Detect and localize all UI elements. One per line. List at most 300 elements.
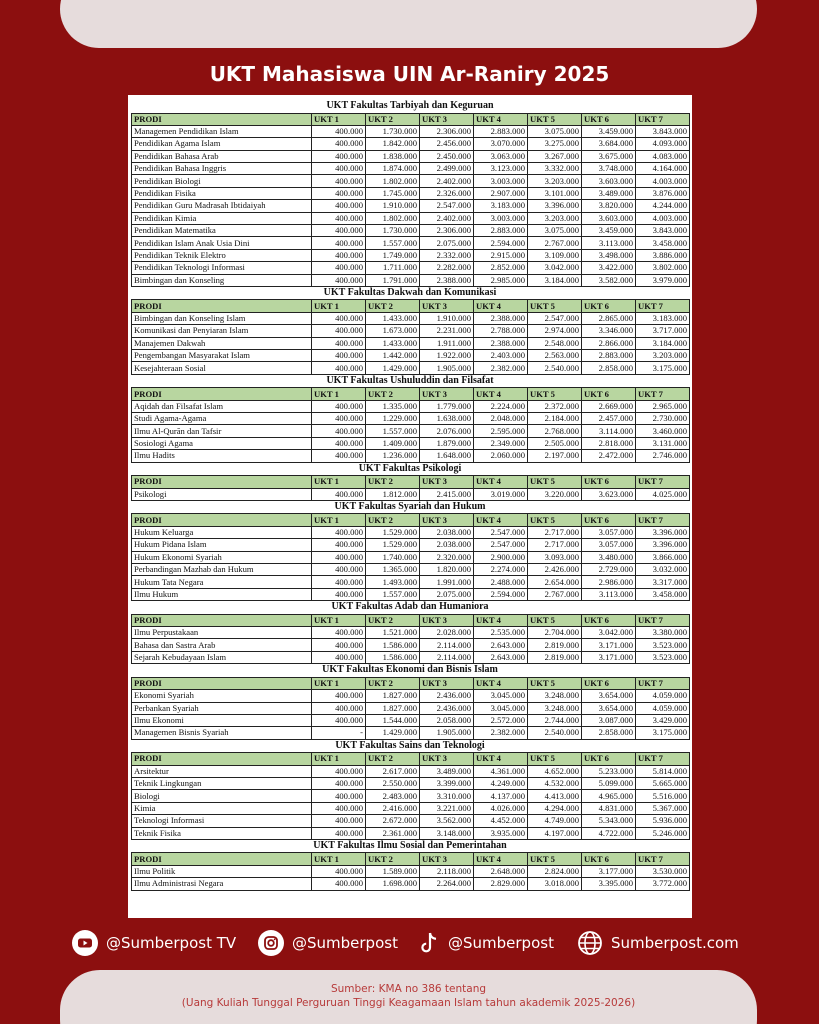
ukt-value-cell: 3.003.000	[474, 212, 528, 224]
ukt-value-cell: 4.197.000	[528, 827, 582, 839]
column-header: UKT 2	[366, 853, 420, 865]
column-header: PRODI	[132, 677, 312, 689]
table-row	[132, 150, 690, 162]
ukt-value-cell: 4.003.000	[636, 175, 690, 187]
ukt-value-cell: 5.343.000	[582, 815, 636, 827]
ukt-value-cell: 1.544.000	[366, 714, 420, 726]
ukt-value-cell: 2.865.000	[582, 312, 636, 324]
website-url: Sumberpost.com	[611, 934, 739, 952]
column-header: UKT 4	[474, 300, 528, 312]
ukt-value-cell: 5.099.000	[582, 777, 636, 789]
ukt-value-cell: 3.070.000	[474, 138, 528, 150]
ukt-value-cell: 3.876.000	[636, 187, 690, 199]
ukt-value-cell: 3.317.000	[636, 576, 690, 588]
ukt-table	[131, 614, 690, 665]
ukt-value-cell: 2.717.000	[528, 526, 582, 538]
ukt-value-cell: 400.000	[312, 337, 366, 349]
ukt-value-cell: 400.000	[312, 539, 366, 551]
ukt-value-cell: 400.000	[312, 765, 366, 777]
ukt-value-cell: 3.654.000	[582, 702, 636, 714]
ukt-value-cell: 2.643.000	[474, 651, 528, 663]
ukt-value-cell: 1.910.000	[420, 312, 474, 324]
ukt-value-cell: 5.367.000	[636, 802, 690, 814]
column-header: UKT 3	[420, 753, 474, 765]
table-row	[132, 802, 690, 814]
ukt-value-cell: 1.529.000	[366, 539, 420, 551]
ukt-value-cell: 2.197.000	[528, 450, 582, 462]
ukt-value-cell: 1.335.000	[366, 400, 420, 412]
ukt-value-cell: 2.403.000	[474, 350, 528, 362]
table-row	[132, 225, 690, 237]
ukt-value-cell: 1.749.000	[366, 249, 420, 261]
prodi-cell: Pendidikan Bahasa Arab	[132, 150, 312, 162]
column-header: UKT 6	[582, 113, 636, 125]
section-title: UKT Fakultas Syariah dan Hukum	[334, 500, 486, 512]
ukt-value-cell: 1.827.000	[366, 690, 420, 702]
ukt-value-cell: 1.838.000	[366, 150, 420, 162]
ukt-value-cell: 400.000	[312, 413, 366, 425]
website-link[interactable]	[577, 930, 739, 956]
prodi-cell: Kesejahteraan Sosial	[132, 362, 312, 374]
column-header: UKT 4	[474, 853, 528, 865]
table-header-row	[132, 300, 690, 312]
column-header: PRODI	[132, 753, 312, 765]
ukt-value-cell: 3.075.000	[528, 125, 582, 137]
prodi-cell: Managemen Pendidikan Islam	[132, 125, 312, 137]
ukt-value-cell: 2.915.000	[474, 249, 528, 261]
ukt-value-cell: 2.768.000	[528, 425, 582, 437]
ukt-value-cell: 2.985.000	[474, 274, 528, 286]
ukt-value-cell: 1.911.000	[420, 337, 474, 349]
ukt-value-cell: 1.910.000	[366, 200, 420, 212]
ukt-value-cell: 1.874.000	[366, 163, 420, 175]
footer-source	[60, 970, 757, 1024]
ukt-value-cell: 2.382.000	[474, 727, 528, 739]
prodi-cell: Arsitektur	[132, 765, 312, 777]
ukt-value-cell: 2.306.000	[420, 125, 474, 137]
column-header: UKT 1	[312, 476, 366, 488]
ukt-value-cell: 1.236.000	[366, 450, 420, 462]
ukt-value-cell: 3.489.000	[420, 765, 474, 777]
ukt-value-cell: 2.540.000	[528, 362, 582, 374]
footer-line-2: (Uang Kuliah Tunggal Perguruan Tinggi Keagamaan Islam tahun akademik 2025-2026)	[181, 997, 636, 1009]
ukt-value-cell: 400.000	[312, 212, 366, 224]
ukt-value-cell: 2.048.000	[474, 413, 528, 425]
ukt-value-cell: 2.788.000	[474, 325, 528, 337]
ukt-value-cell: 1.638.000	[420, 413, 474, 425]
ukt-value-cell: 2.118.000	[420, 865, 474, 877]
ukt-value-cell: 2.617.000	[366, 765, 420, 777]
ukt-value-cell: 3.093.000	[528, 551, 582, 563]
ukt-value-cell: 4.083.000	[636, 150, 690, 162]
ukt-value-cell: 1.745.000	[366, 187, 420, 199]
ukt-value-cell: 2.426.000	[528, 564, 582, 576]
table-row	[132, 827, 690, 839]
ukt-value-cell: 1.779.000	[420, 400, 474, 412]
ukt-table	[131, 387, 690, 462]
youtube-link[interactable]	[72, 930, 236, 956]
table-row	[132, 187, 690, 199]
ukt-value-cell: 1.698.000	[366, 878, 420, 890]
table-row	[132, 576, 690, 588]
ukt-value-cell: 4.294.000	[528, 802, 582, 814]
ukt-value-cell: 3.032.000	[636, 564, 690, 576]
ukt-value-cell: 3.582.000	[582, 274, 636, 286]
ukt-value-cell: 3.459.000	[582, 225, 636, 237]
table-header-row	[132, 388, 690, 400]
ukt-value-cell: 2.548.000	[528, 337, 582, 349]
column-header: UKT 5	[528, 300, 582, 312]
table-row	[132, 312, 690, 324]
table-header-row	[132, 853, 690, 865]
prodi-cell: Psikologi	[132, 488, 312, 500]
ukt-value-cell: 3.459.000	[582, 125, 636, 137]
ukt-value-cell: 2.858.000	[582, 727, 636, 739]
ukt-value-cell: 1.905.000	[420, 362, 474, 374]
ukt-value-cell: 400.000	[312, 526, 366, 538]
ukt-value-cell: 400.000	[312, 175, 366, 187]
ukt-value-cell: 3.480.000	[582, 551, 636, 563]
prodi-cell: Pendidikan Bahasa Inggris	[132, 163, 312, 175]
ukt-value-cell: 4.164.000	[636, 163, 690, 175]
ukt-value-cell: 3.045.000	[474, 690, 528, 702]
ukt-value-cell: 2.654.000	[528, 576, 582, 588]
ukt-value-cell: 3.802.000	[636, 262, 690, 274]
ukt-value-cell: 3.748.000	[582, 163, 636, 175]
ukt-value-cell: 400.000	[312, 200, 366, 212]
page-title: UKT Mahasiswa UIN Ar-Raniry 2025	[209, 62, 610, 86]
table-row	[132, 274, 690, 286]
ukt-table	[131, 113, 690, 287]
prodi-cell: Bahasa dan Sastra Arab	[132, 639, 312, 651]
ukt-value-cell: 5.814.000	[636, 765, 690, 777]
column-header: UKT 4	[474, 388, 528, 400]
prodi-cell: Pendidikan Guru Madrasah Ibtidaiyah	[132, 200, 312, 212]
ukt-table	[131, 299, 690, 374]
ukt-value-cell: 2.264.000	[420, 878, 474, 890]
ukt-value-cell: 3.530.000	[636, 865, 690, 877]
youtube-handle: @Sumberpost TV	[106, 934, 237, 952]
ukt-value-cell: 400.000	[312, 274, 366, 286]
column-header: UKT 5	[528, 614, 582, 626]
column-header: UKT 5	[528, 677, 582, 689]
ukt-value-cell: 400.000	[312, 777, 366, 789]
ukt-value-cell: 4.059.000	[636, 702, 690, 714]
ukt-value-cell: 2.075.000	[420, 237, 474, 249]
column-header: UKT 7	[636, 476, 690, 488]
ukt-value-cell: 400.000	[312, 225, 366, 237]
prodi-cell: Pendidikan Fisika	[132, 187, 312, 199]
prodi-cell: Aqidah dan Filsafat Islam	[132, 400, 312, 412]
ukt-value-cell: 2.505.000	[528, 437, 582, 449]
ukt-value-cell: 2.547.000	[528, 312, 582, 324]
column-header: UKT 3	[420, 514, 474, 526]
column-header: UKT 2	[366, 388, 420, 400]
ukt-value-cell: 3.042.000	[582, 627, 636, 639]
table-row	[132, 790, 690, 802]
ukt-value-cell: 2.547.000	[474, 526, 528, 538]
ukt-table	[131, 752, 690, 840]
prodi-cell: Bimbingan dan Konseling Islam	[132, 312, 312, 324]
column-header: UKT 6	[582, 514, 636, 526]
section-title: UKT Fakultas Sains dan Teknologi	[335, 739, 485, 751]
ukt-table	[131, 677, 690, 740]
ukt-value-cell: 2.320.000	[420, 551, 474, 563]
ukt-value-cell: 2.038.000	[420, 526, 474, 538]
ukt-value-cell: 4.361.000	[474, 765, 528, 777]
ukt-value-cell: 2.114.000	[420, 651, 474, 663]
ukt-value-cell: 400.000	[312, 702, 366, 714]
ukt-value-cell: 3.654.000	[582, 690, 636, 702]
ukt-value-cell: 400.000	[312, 249, 366, 261]
ukt-value-cell: 400.000	[312, 878, 366, 890]
table-row	[132, 200, 690, 212]
ukt-value-cell: 3.489.000	[582, 187, 636, 199]
table-header-row	[132, 753, 690, 765]
ukt-value-cell: 3.183.000	[474, 200, 528, 212]
prodi-cell: Sejarah Kebudayaan Islam	[132, 651, 312, 663]
ukt-value-cell: 4.093.000	[636, 138, 690, 150]
prodi-cell: Ekonomi Syariah	[132, 690, 312, 702]
ukt-value-cell: 2.402.000	[420, 212, 474, 224]
ukt-value-cell: 3.203.000	[528, 175, 582, 187]
table-header-row	[132, 476, 690, 488]
ukt-value-cell: 2.349.000	[474, 437, 528, 449]
ukt-value-cell: 3.396.000	[636, 526, 690, 538]
column-header: UKT 3	[420, 300, 474, 312]
ukt-value-cell: 2.415.000	[420, 488, 474, 500]
column-header: UKT 4	[474, 753, 528, 765]
ukt-value-cell: 2.184.000	[528, 413, 582, 425]
ukt-value-cell: 400.000	[312, 690, 366, 702]
ukt-value-cell: 5.516.000	[636, 790, 690, 802]
column-header: UKT 7	[636, 677, 690, 689]
ukt-value-cell: 2.730.000	[636, 413, 690, 425]
ukt-value-cell: 2.231.000	[420, 325, 474, 337]
ukt-value-cell: 5.233.000	[582, 765, 636, 777]
ukt-value-cell: 3.562.000	[420, 815, 474, 827]
ukt-value-cell: 2.535.000	[474, 627, 528, 639]
column-header: UKT 5	[528, 753, 582, 765]
ukt-value-cell: 2.883.000	[582, 350, 636, 362]
ukt-value-cell: 2.858.000	[582, 362, 636, 374]
ukt-value-cell: 1.648.000	[420, 450, 474, 462]
ukt-value-cell: 3.399.000	[420, 777, 474, 789]
column-header: PRODI	[132, 476, 312, 488]
ukt-value-cell: 400.000	[312, 138, 366, 150]
ukt-value-cell: 3.979.000	[636, 274, 690, 286]
table-header-row	[132, 677, 690, 689]
table-row	[132, 526, 690, 538]
ukt-value-cell: 3.221.000	[420, 802, 474, 814]
ukt-value-cell: 2.907.000	[474, 187, 528, 199]
ukt-value-cell: 3.843.000	[636, 225, 690, 237]
ukt-value-cell: 4.003.000	[636, 212, 690, 224]
ukt-value-cell: 3.087.000	[582, 714, 636, 726]
prodi-cell: Managemen Bisnis Syariah	[132, 727, 312, 739]
ukt-value-cell: 400.000	[312, 815, 366, 827]
column-header: UKT 6	[582, 853, 636, 865]
ukt-value-cell: 2.450.000	[420, 150, 474, 162]
ukt-value-cell: 3.045.000	[474, 702, 528, 714]
ukt-value-cell: 4.722.000	[582, 827, 636, 839]
table-row	[132, 488, 690, 500]
section-title: UKT Fakultas Psikologi	[358, 462, 462, 474]
ukt-value-cell: 4.249.000	[474, 777, 528, 789]
ukt-value-cell: 2.818.000	[582, 437, 636, 449]
ukt-value-cell: 2.547.000	[420, 200, 474, 212]
ukt-value-cell: 1.229.000	[366, 413, 420, 425]
column-header: UKT 4	[474, 677, 528, 689]
ukt-value-cell: 2.595.000	[474, 425, 528, 437]
ukt-value-cell: 1.791.000	[366, 274, 420, 286]
column-header: UKT 6	[582, 388, 636, 400]
ukt-value-cell: 2.767.000	[528, 237, 582, 249]
ukt-value-cell: 3.275.000	[528, 138, 582, 150]
ukt-value-cell: 1.493.000	[366, 576, 420, 588]
ukt-value-cell: 1.740.000	[366, 551, 420, 563]
ukt-value-cell: 2.402.000	[420, 175, 474, 187]
ukt-value-cell: 2.767.000	[528, 588, 582, 600]
ukt-value-cell: 2.332.000	[420, 249, 474, 261]
ukt-value-cell: 4.059.000	[636, 690, 690, 702]
ukt-value-cell: 2.306.000	[420, 225, 474, 237]
ukt-value-cell: 2.965.000	[636, 400, 690, 412]
table-header-row	[132, 113, 690, 125]
prodi-cell: Ilmu Perpustakaan	[132, 627, 312, 639]
ukt-value-cell: 3.523.000	[636, 651, 690, 663]
ukt-value-cell: 400.000	[312, 588, 366, 600]
tiktok-link[interactable]	[418, 930, 554, 956]
ukt-value-cell: 2.388.000	[474, 312, 528, 324]
column-header: UKT 1	[312, 853, 366, 865]
ukt-value-cell: 400.000	[312, 437, 366, 449]
column-header: UKT 6	[582, 300, 636, 312]
ukt-value-cell: 1.812.000	[366, 488, 420, 500]
ukt-value-cell: 2.499.000	[420, 163, 474, 175]
ukt-value-cell: 3.113.000	[582, 588, 636, 600]
ukt-value-cell: 3.203.000	[528, 212, 582, 224]
ukt-value-cell: 2.986.000	[582, 576, 636, 588]
ukt-value-cell: 2.829.000	[474, 878, 528, 890]
ukt-value-cell: 3.603.000	[582, 175, 636, 187]
table-header-row	[132, 514, 690, 526]
ukt-value-cell: 400.000	[312, 827, 366, 839]
table-row	[132, 362, 690, 374]
table-row	[132, 249, 690, 261]
ukt-value-cell: 400.000	[312, 551, 366, 563]
ukt-value-cell: 3.003.000	[474, 175, 528, 187]
column-header: UKT 2	[366, 476, 420, 488]
prodi-cell: Pendidikan Matematika	[132, 225, 312, 237]
ukt-value-cell: 2.974.000	[528, 325, 582, 337]
column-header: UKT 7	[636, 514, 690, 526]
ukt-value-cell: 2.572.000	[474, 714, 528, 726]
table-header-row	[132, 614, 690, 626]
column-header: UKT 7	[636, 113, 690, 125]
prodi-cell: Biologi	[132, 790, 312, 802]
ukt-value-cell: 3.114.000	[582, 425, 636, 437]
ukt-value-cell: 3.075.000	[528, 225, 582, 237]
ukt-value-cell: 2.372.000	[528, 400, 582, 412]
ukt-value-cell: 400.000	[312, 425, 366, 437]
column-header: PRODI	[132, 300, 312, 312]
column-header: UKT 6	[582, 476, 636, 488]
ukt-value-cell: 3.148.000	[420, 827, 474, 839]
ukt-value-cell: 4.413.000	[528, 790, 582, 802]
ukt-value-cell: 3.380.000	[636, 627, 690, 639]
table-row	[132, 437, 690, 449]
table-row	[132, 777, 690, 789]
column-header: UKT 2	[366, 753, 420, 765]
ukt-value-cell: 3.458.000	[636, 588, 690, 600]
ukt-value-cell: 3.310.000	[420, 790, 474, 802]
ukt-value-cell: 2.643.000	[474, 639, 528, 651]
prodi-cell: Hukum Ekonomi Syariah	[132, 551, 312, 563]
instagram-icon	[258, 930, 284, 956]
ukt-value-cell: 1.673.000	[366, 325, 420, 337]
ukt-value-cell: 400.000	[312, 450, 366, 462]
ukt-value-cell: 3.109.000	[528, 249, 582, 261]
ukt-value-cell: 3.675.000	[582, 150, 636, 162]
instagram-handle: @Sumberpost	[292, 934, 398, 952]
ukt-value-cell: 1.842.000	[366, 138, 420, 150]
ukt-value-cell: 3.523.000	[636, 639, 690, 651]
ukt-value-cell: 2.594.000	[474, 588, 528, 600]
ukt-value-cell: 1.529.000	[366, 526, 420, 538]
ukt-value-cell: 1.730.000	[366, 225, 420, 237]
ukt-value-cell: 400.000	[312, 150, 366, 162]
ukt-value-cell: 3.346.000	[582, 325, 636, 337]
prodi-cell: Pendidikan Islam Anak Usia Dini	[132, 237, 312, 249]
table-row	[132, 588, 690, 600]
table-row	[132, 450, 690, 462]
ukt-value-cell: 3.395.000	[582, 878, 636, 890]
top-banner	[60, 0, 757, 48]
ukt-value-cell: 3.603.000	[582, 212, 636, 224]
ukt-value-cell: 2.883.000	[474, 225, 528, 237]
ukt-value-cell: 3.220.000	[528, 488, 582, 500]
ukt-value-cell: 2.594.000	[474, 237, 528, 249]
prodi-cell: Ilmu Politik	[132, 865, 312, 877]
ukt-value-cell: 2.224.000	[474, 400, 528, 412]
ukt-value-cell: 1.433.000	[366, 337, 420, 349]
prodi-cell: Hukum Keluarga	[132, 526, 312, 538]
table-row	[132, 125, 690, 137]
column-header: UKT 4	[474, 514, 528, 526]
ukt-value-cell: 2.824.000	[528, 865, 582, 877]
ukt-value-cell: 400.000	[312, 237, 366, 249]
ukt-value-cell: 3.267.000	[528, 150, 582, 162]
column-header: UKT 1	[312, 677, 366, 689]
column-header: UKT 6	[582, 677, 636, 689]
instagram-link[interactable]	[258, 930, 398, 956]
column-header: UKT 7	[636, 614, 690, 626]
table-row	[132, 138, 690, 150]
prodi-cell: Pendidikan Kimia	[132, 212, 312, 224]
ukt-value-cell: 3.171.000	[582, 639, 636, 651]
ukt-table-sheet	[128, 95, 692, 918]
prodi-cell: Pengembangan Masyarakat Islam	[132, 350, 312, 362]
prodi-cell: Pendidikan Teknik Elektro	[132, 249, 312, 261]
ukt-value-cell: 3.175.000	[636, 362, 690, 374]
ukt-value-cell: 1.711.000	[366, 262, 420, 274]
footer-line-1: Sumber: KMA no 386 tentang	[330, 983, 487, 995]
ukt-value-cell: 2.114.000	[420, 639, 474, 651]
ukt-value-cell: 2.436.000	[420, 690, 474, 702]
ukt-value-cell: 1.905.000	[420, 727, 474, 739]
table-row	[132, 651, 690, 663]
